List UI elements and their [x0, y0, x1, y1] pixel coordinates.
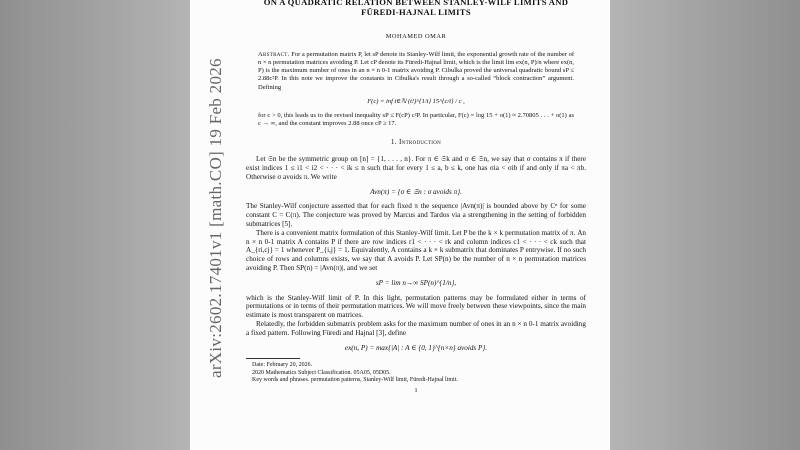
- section-heading: 1. Introduction: [390, 138, 442, 147]
- abstract-label: Abstract.: [258, 50, 290, 58]
- abstract-text-2: for c > 0, this leads us to the revised inequality sP ≤ F(cP) c²P. In particular, F(c) = log 15 + o(1) ≈ 2.70805 . . . + o(1) as c → ∞, and the constant improves 2.88 once cP ≥ 17.: [258, 112, 574, 128]
- footnote-rule: [246, 358, 300, 359]
- title-line-1: ON A QUADRATIC RELATION BETWEEN STANLEY-WILF LIMITS AND: [263, 0, 569, 7]
- paragraph-4: which is the Stanley-Wilf limit of P. In this light, permutation patterns may be formulated either in terms of permutations or in terms of their permutation matrices. We will move freely between these viewpoints, since the main estimate is most transparent on matrices.: [246, 293, 586, 320]
- page-content: [246, 0, 586, 395]
- author: MOHAMED OMAR: [385, 33, 447, 40]
- viewer-background-left: [0, 0, 190, 450]
- paragraph-5: Relatedly, the forbidden submatrix problem asks for the maximum number of ones in an n × n 0-1 matrix avoiding a fixed pattern. Following Füredi and Hajnal [3], define: [246, 319, 586, 337]
- paper-page: [190, 0, 610, 450]
- viewer-background-right: [610, 0, 800, 450]
- paragraph-3: There is a convenient matrix formulation of this Stanley-Wilf limit. Let P be the k × k permutation matrix of π. An n × n 0-1 matrix A contains P if there are row indices r1 < · · · < rk and column indices c1 < · · · < ck such that A_{ri,cj} = 1 whenever P_{i,j} = 1. Equivalently, A contains a k × k submatrix that dominates P entrywise. If no such choice of rows and columns exists, we say that A avoids P. Let SP(n) be the number of n × n permutation matrices avoiding P. Then SP(n) = |Avn(π)|, and we set: [246, 228, 586, 272]
- formula-ex: ex(n, P) = max{|A| : A ∈ {0, 1}^{n×n} avoids P}.: [344, 343, 488, 352]
- footnote-keywords: Key words and phrases. permutation patterns, Stanley-Wilf limit, Füredi-Hajnal limit.: [252, 377, 458, 384]
- title-line-2: FÜREDI-HAJNAL LIMITS: [361, 7, 471, 17]
- footnote-date: Date: February 20, 2026.: [252, 362, 313, 369]
- paper-title: [246, 0, 586, 17]
- abstract-text: For a permutation matrix P, let sP denote its Stanley-Wilf limit, the exponential growth rate of the number of n × n permutation matrices avoiding P. Let cP denote its Füredi-Hajnal limit, which is the limit lim ex(n, P)/n where ex(n, P) is the maximum number of ones in an n × n 0-1 matrix avoiding P. Cibulka proved the universal quadratic bound sP ≤ 2.88c²P. In this note we improve the constants in Cibulka's result through a so-called “block contraction” argument. Defining: [258, 50, 574, 91]
- formula-av: Avn(π) = {σ ∈ 𝔖n : σ avoids π}.: [370, 187, 462, 196]
- formula-sp: sP = lim n→∞ SP(n)^{1/n},: [375, 278, 457, 287]
- arxiv-sidebar-stamp: [204, 60, 226, 380]
- arxiv-stamp-text: arXiv:2602.17401v1 [math.CO] 19 Feb 2026: [206, 58, 225, 378]
- paragraph-1: Let 𝔖n be the symmetric group on [n] = {1, . . . , n}. For π ∈ 𝔖k and σ ∈ 𝔖n, we say that σ contains π if there exist indices 1 ≤ i1 < i2 < · · · < ik ≤ n such that for every 1 ≤ a, b ≤ k, one has σia < σib if and only if πa < πb. Otherwise σ avoids π. We write: [246, 155, 586, 181]
- page-number: 1: [414, 386, 418, 394]
- footnote-msc: 2020 Mathematics Subject Classification. 05A05, 05D05.: [252, 369, 391, 376]
- abstract: [258, 51, 574, 129]
- paragraph-2: The Stanley-Wilf conjecture asserted that for each fixed π the sequence |Avn(π)| is bounded above by Cⁿ for some constant C = C(π). The conjecture was proved by Marcus and Tardos via a strengthening in the setting of forbidden submatrices [5].: [246, 202, 586, 228]
- abstract-formula: F(c) = inf t∈ℕ (t!)^{1/t} 15^{c/t} / c ,: [367, 97, 465, 105]
